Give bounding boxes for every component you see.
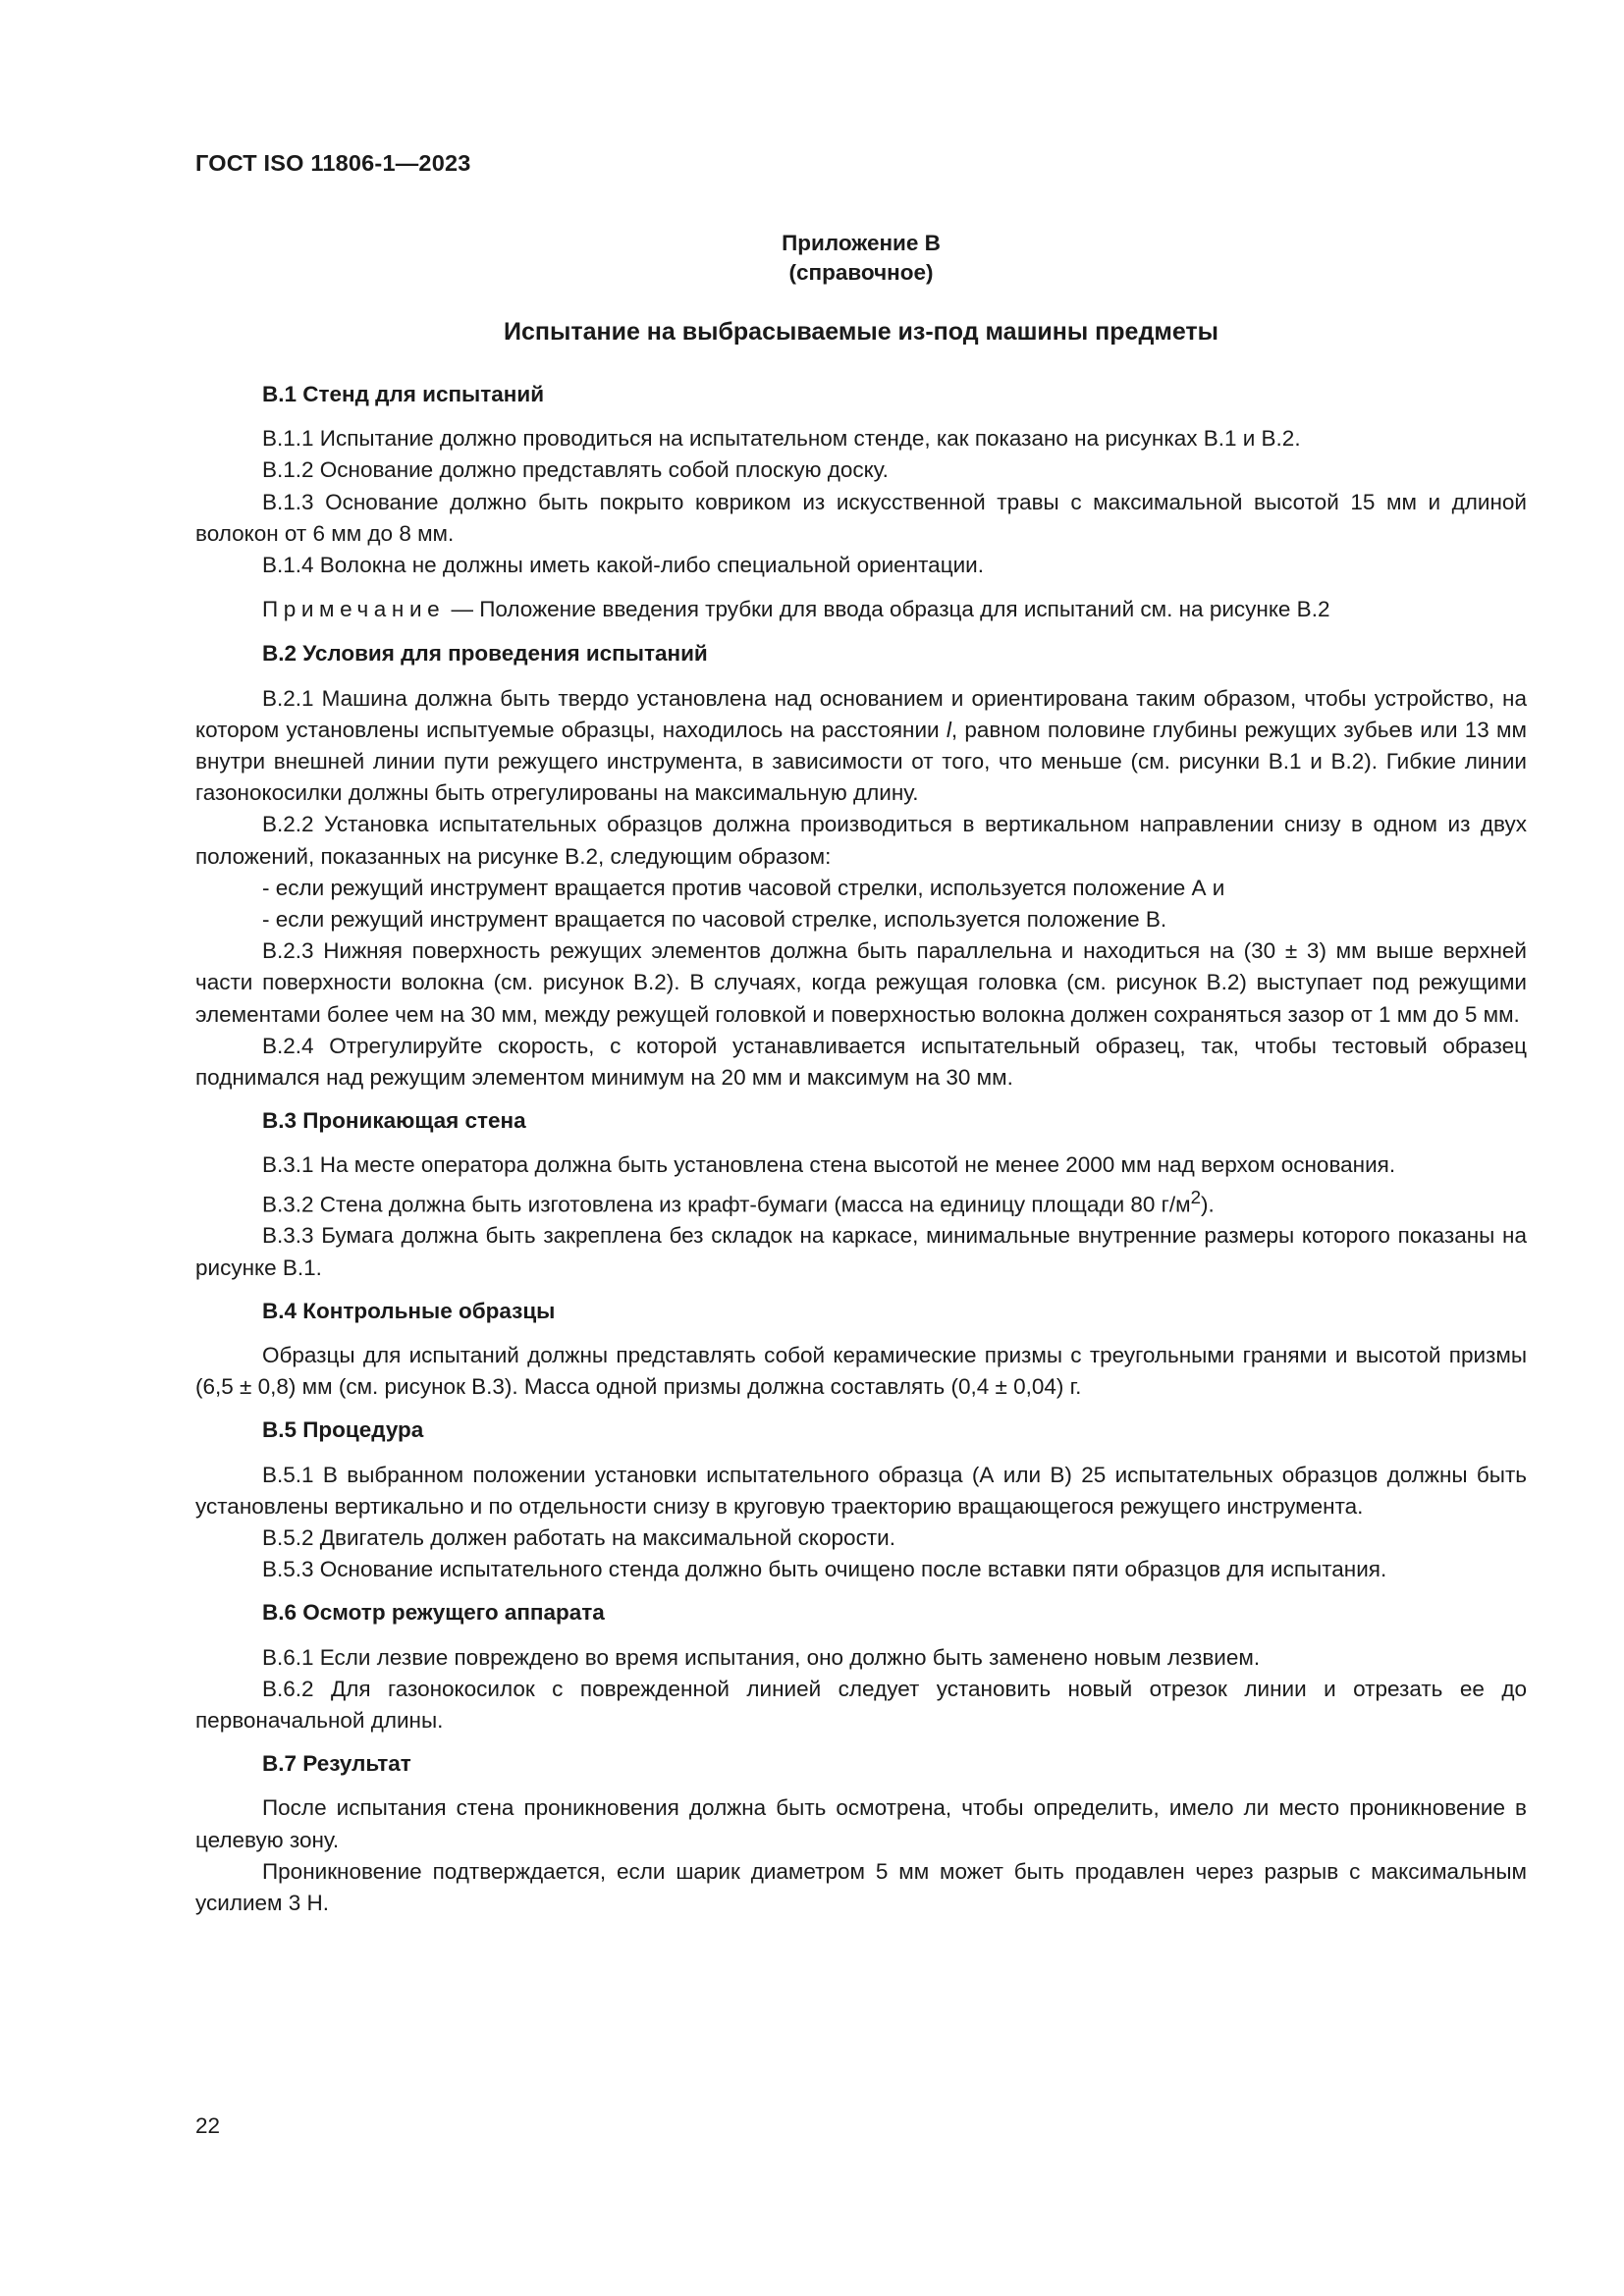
paragraph: В.2.4 Отрегулируйте скорость, с которой устанавливается испытательный образец, так, чтобы тестовый образец поднимался над режущим элементом минимум на 20 мм и максимум на 30 мм.	[195, 1033, 1527, 1091]
paragraph: В.2.3 Нижняя поверхность режущих элементов должна быть параллельна и находиться на (30 ± 3) мм выше верхней части поверхности волокна (см. рисунок В.2). В случаях, когда режущая головка (см. рисунок В.2) выступает под режущими элементами более чем на 30 мм, между режущей головкой и поверхностью волокна должен сохраняться зазор от 1 мм до 5 мм.	[195, 938, 1527, 1027]
note-text: — Положение введения трубки для ввода образца для испытаний см. на рисунке В.2	[445, 597, 1330, 622]
paragraph: В.5.3 Основание испытательного стенда должно быть очищено после вставки пяти образцов для испытания.	[262, 1557, 1387, 1582]
paragraph: В.1.1 Испытание должно проводиться на испытательном стенде, как показано на рисунках В.1 и В.2.	[262, 426, 1301, 452]
section-heading: В.7 Результат	[262, 1751, 411, 1777]
list-item: - если режущий инструмент вращается по часовой стрелке, используется положение В.	[262, 907, 1167, 933]
variable-l: l	[946, 717, 951, 742]
paragraph-text: , равном половине глубины режущих зубьев или 13 мм внутри внешней линии пути режущего инструмента, в зависимости от того, что меньше (см. рисунки В.1 и В.2). Гибкие линии газонокосилки должны быть отрегулированы на максимальную длину.	[195, 717, 1527, 806]
section-heading: В.3 Проникающая стена	[262, 1108, 526, 1134]
paragraph-text: ).	[1201, 1192, 1215, 1217]
list-item: - если режущий инструмент вращается против часовой стрелки, используется положение А и	[262, 875, 1225, 900]
section-heading: В.1 Стенд для испытаний	[262, 382, 545, 406]
paragraph-text: В.3.2 Стена должна быть изготовлена из крафт-бумаги (масса на единицу площади 80 г/м	[262, 1192, 1191, 1217]
paragraph: В.6.1 Если лезвие повреждено во время испытания, оно должно быть заменено новым лезвием.	[262, 1644, 1261, 1670]
paragraph	[195, 683, 1527, 810]
document-title: Испытание на выбрасываемые из-под машины предметы	[504, 318, 1218, 346]
section-b3	[195, 1105, 1527, 1284]
paragraph: В.1.3 Основание должно быть покрыто ковриком из искусственной травы с максимальной высотой 15 мм и длиной волокон от 6 мм до 8 мм.	[195, 489, 1527, 546]
paragraph: В.5.1 В выбранном положении установки испытательного образца (А или В) 25 испытательных образцов должны быть установлены вертикально и по отдельности снизу в круговую траекторию вращающегося режущего инструмента.	[195, 1462, 1527, 1519]
section-b7	[195, 1748, 1527, 1919]
paragraph: В.3.3 Бумага должна быть закреплена без складок на каркасе, минимальные внутренние размеры которого показаны на рисунке В.1.	[195, 1223, 1527, 1280]
note	[262, 594, 1527, 625]
section-b6	[195, 1597, 1527, 1736]
section-b4	[195, 1296, 1527, 1404]
paragraph: В.1.4 Волокна не должны иметь какой-либо специальной ориентации.	[262, 553, 984, 578]
superscript: 2	[1190, 1186, 1202, 1207]
standard-code: ГОСТ ISO 11806-1—2023	[195, 150, 471, 176]
paragraph: В.2.2 Установка испытательных образцов должна производиться в вертикальном направлении снизу в одном из двух положений, показанных на рисунке В.2, следующим образом:	[195, 812, 1527, 869]
section-b5	[195, 1415, 1527, 1585]
page-number: 22	[195, 2113, 221, 2138]
paragraph: Проникновение подтверждается, если шарик диаметром 5 мм может быть продавлен через разрыв с максимальным усилием 3 Н.	[195, 1858, 1527, 1916]
paragraph: В.5.2 Двигатель должен работать на максимальной скорости.	[262, 1525, 895, 1550]
appendix-type: (справочное)	[788, 260, 934, 285]
appendix-heading	[195, 229, 1527, 288]
section-heading: В.6 Осмотр режущего аппарата	[262, 1600, 605, 1626]
note-label: Примечание	[262, 597, 446, 622]
paragraph-text: В.2.1 Машина должна быть твердо установлена над основанием и ориентирована таким образом, чтобы устройство, на котором установлены испытуемые образцы, находилось на расстоянии	[195, 685, 1527, 742]
paragraph: В.1.2 Основание должно представлять собой плоскую доску.	[262, 457, 889, 483]
paragraph	[195, 1182, 1527, 1221]
paragraph: После испытания стена проникновения должна быть осмотрена, чтобы определить, имело ли место проникновение в целевую зону.	[195, 1795, 1527, 1852]
section-heading: В.2 Условия для проведения испытаний	[262, 641, 708, 667]
paragraph: В.3.1 На месте оператора должна быть установлена стена высотой не менее 2000 мм над верхом основания.	[262, 1152, 1396, 1178]
paragraph: Образцы для испытаний должны представлять собой керамические призмы с треугольными гранями и высотой призмы (6,5 ± 0,8) мм (см. рисунок В.3). Масса одной призмы должна составлять (0,4 ± 0,04) г.	[195, 1342, 1527, 1400]
paragraph: В.6.2 Для газонокосилок с поврежденной линией следует установить новый отрезок линии и отрезать ее до первоначальной длины.	[195, 1676, 1527, 1734]
section-heading: В.4 Контрольные образцы	[262, 1298, 556, 1323]
section-b2	[195, 638, 1527, 1094]
section-heading: В.5 Процедура	[262, 1417, 424, 1443]
appendix-label: Приложение В	[782, 231, 941, 255]
section-b1	[195, 379, 1527, 625]
document-body	[195, 379, 1527, 1931]
